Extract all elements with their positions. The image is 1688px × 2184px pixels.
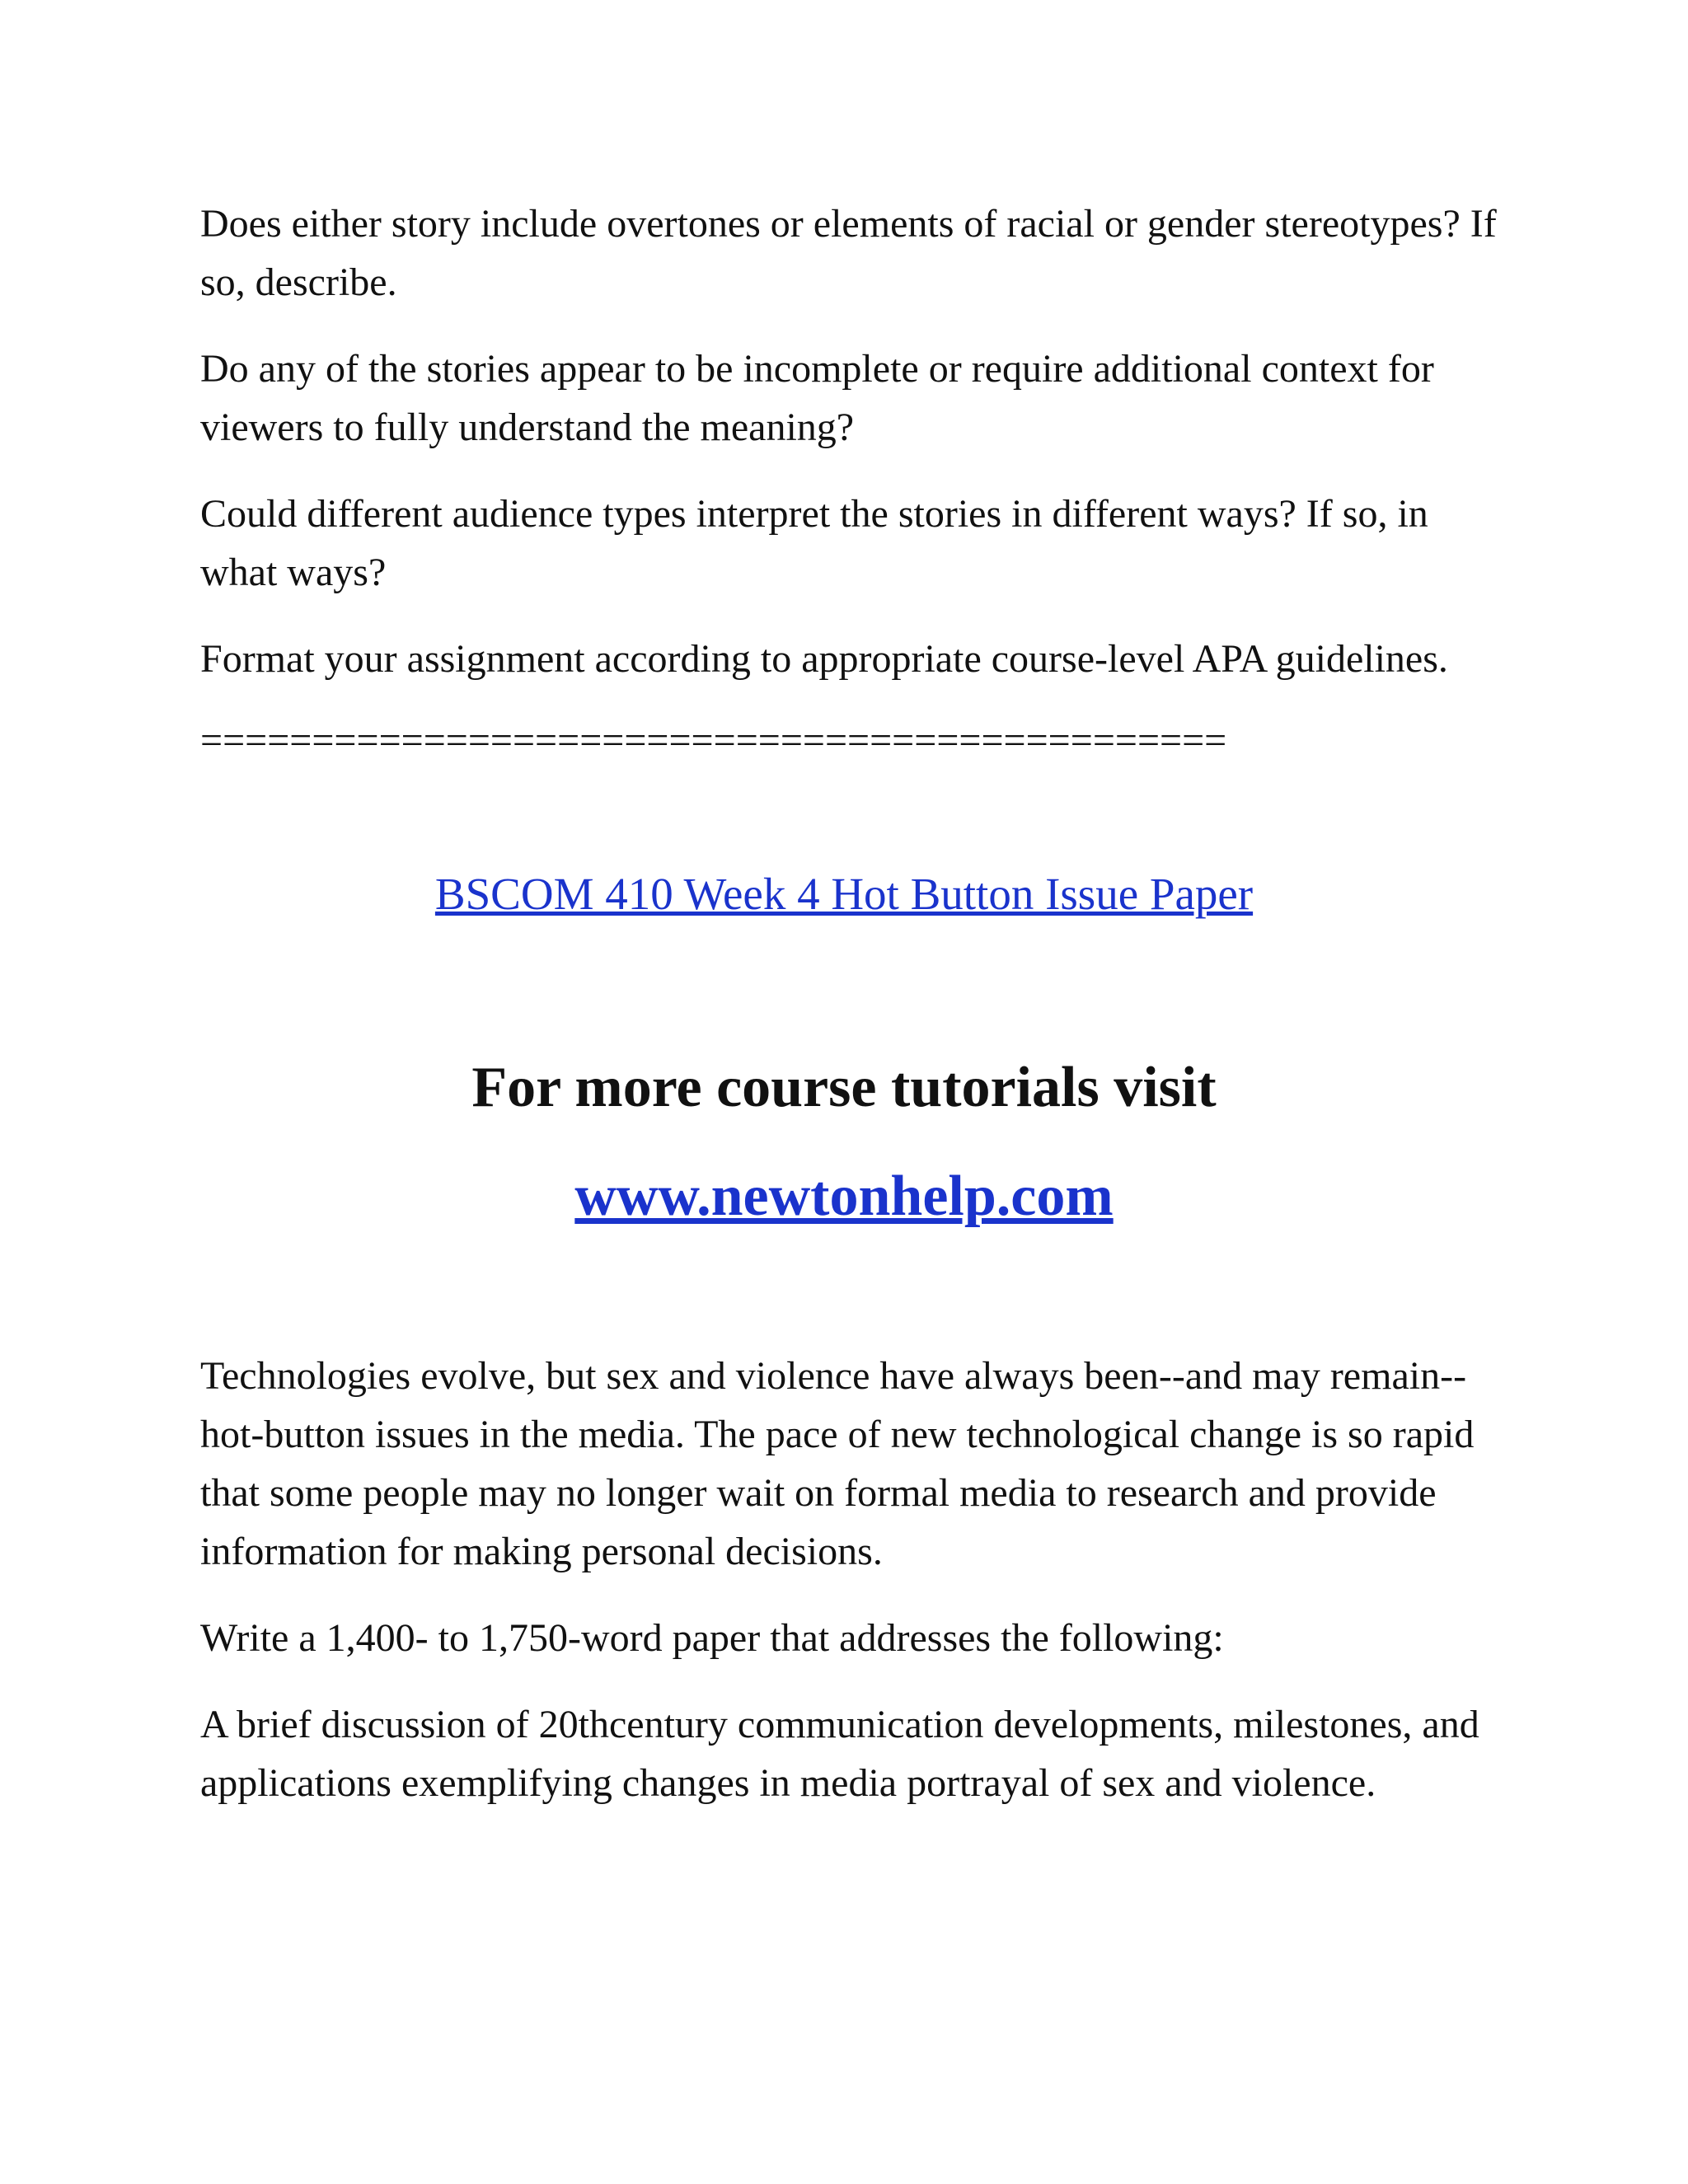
body-paragraph: A brief discussion of 20thcentury communication developments, milestones, and applications exemplifying changes in media portrayal of sex and violence. bbox=[200, 1703, 1479, 1805]
body-paragraph: Technologies evolve, but sex and violence have always been--and may remain--hot-button issues in the media. The pace of new technological change is so rapid that some people may no longer wait on formal media to research and provide information for making personal decisions. bbox=[200, 1354, 1475, 1573]
separator-line: ============================================== bbox=[200, 719, 1227, 762]
question-paragraph: Could different audience types interpret the stories in different ways? If so, in what ways? bbox=[200, 492, 1428, 594]
promo-url-link[interactable]: www.newtonhelp.com bbox=[574, 1165, 1114, 1228]
course-title-link[interactable] bbox=[0, 865, 1688, 923]
course-title-link-text: BSCOM 410 Week 4 Hot Button Issue Paper bbox=[434, 869, 1254, 919]
promo-heading: For more course tutorials visit bbox=[471, 1056, 1217, 1119]
body-paragraph: Write a 1,400- to 1,750-word paper that addresses the following: bbox=[200, 1616, 1224, 1660]
question-paragraph: Do any of the stories appear to be incomplete or require additional context for viewers to fully understand the meaning? bbox=[200, 347, 1434, 449]
question-list bbox=[200, 194, 1519, 766]
question-paragraph: Format your assignment according to appropriate course-level APA guidelines. bbox=[200, 637, 1448, 681]
assignment-body bbox=[200, 1347, 1519, 1840]
question-paragraph: Does either story include overtones or elements of racial or gender stereotypes? If so, describe. bbox=[200, 202, 1497, 304]
